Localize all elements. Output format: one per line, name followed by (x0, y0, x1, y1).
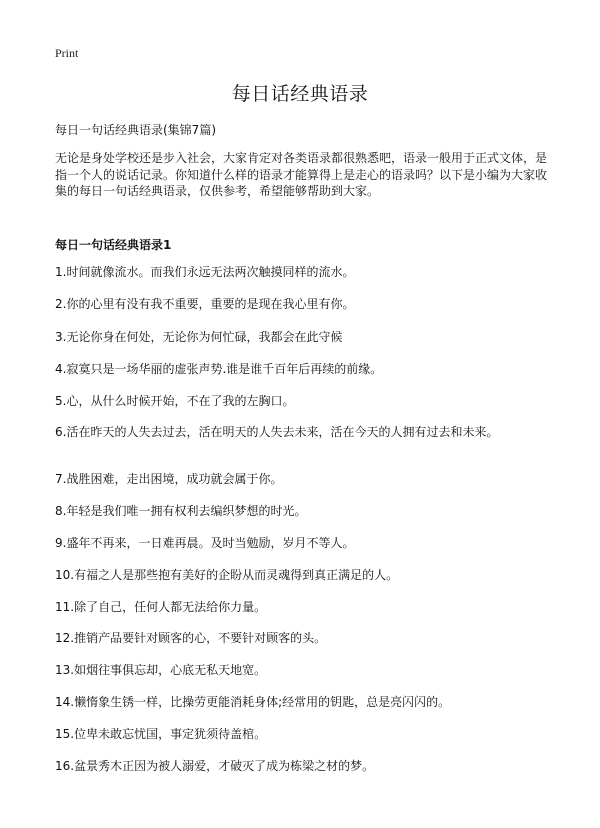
quote-item: 8.年轻是我们唯一拥有权利去编织梦想的时光。 (55, 504, 307, 518)
document-subtitle: 每日一句话经典语录(集锦7篇) (55, 123, 216, 137)
quote-item: 13.如烟往事俱忘却，心底无私天地宽。 (55, 663, 267, 677)
quote-item: 14.懒惰象生锈一样，比操劳更能消耗身体;经常用的钥匙，总是亮闪闪的。 (55, 695, 451, 709)
quote-item: 9.盛年不再来，一日难再晨。及时当勉励，岁月不等人。 (55, 536, 355, 550)
page-title: 每日话经典语录 (231, 83, 369, 105)
quote-item: 7.战胜困难，走出困境，成功就会属于你。 (55, 472, 283, 486)
quote-item: 16.盆景秀木正因为被人溺爱，才破灭了成为栋梁之材的梦。 (55, 759, 375, 773)
quote-item: 5.心，从什么时候开始，不在了我的左胸口。 (55, 394, 295, 408)
quote-item: 1.时间就像流水。而我们永远无法两次触摸同样的流水。 (55, 265, 355, 279)
print-link[interactable]: Print (55, 46, 79, 60)
intro-paragraph: 无论是身处学校还是步入社会，大家肯定对各类语录都很熟悉吧，语录一般用于正式文体，是指一个人的说话记录。你知道什么样的语录才能算得上是走心的语录吗？以下是小编为大家收集的每日一句话经典语录，仅供参考，希望能够帮助到大家。 (55, 151, 548, 198)
quote-item: 11.除了自己，任何人都无法给你力量。 (55, 600, 267, 614)
quote-item: 12.推销产品要针对顾客的心，不要针对顾客的头。 (55, 631, 327, 645)
quote-item: 15.位卑未敢忘忧国，事定犹须待盖棺。 (55, 727, 267, 741)
quote-item: 2.你的心里有没有我不重要，重要的是现在我心里有你。 (55, 297, 355, 311)
quote-item: 3.无论你身在何处，无论你为何忙碌，我都会在此守候 (55, 330, 343, 344)
quote-item: 4.寂寞只是一场华丽的虚张声势.谁是谁千百年后再续的前缘。 (55, 362, 383, 376)
quote-item: 10.有福之人是那些抱有美好的企盼从而灵魂得到真正满足的人。 (55, 568, 399, 582)
quote-item: 6.活在昨天的人失去过去，活在明天的人失去未来，活在今天的人拥有过去和未来。 (55, 425, 499, 439)
section-heading: 每日一句话经典语录1 (55, 238, 172, 252)
